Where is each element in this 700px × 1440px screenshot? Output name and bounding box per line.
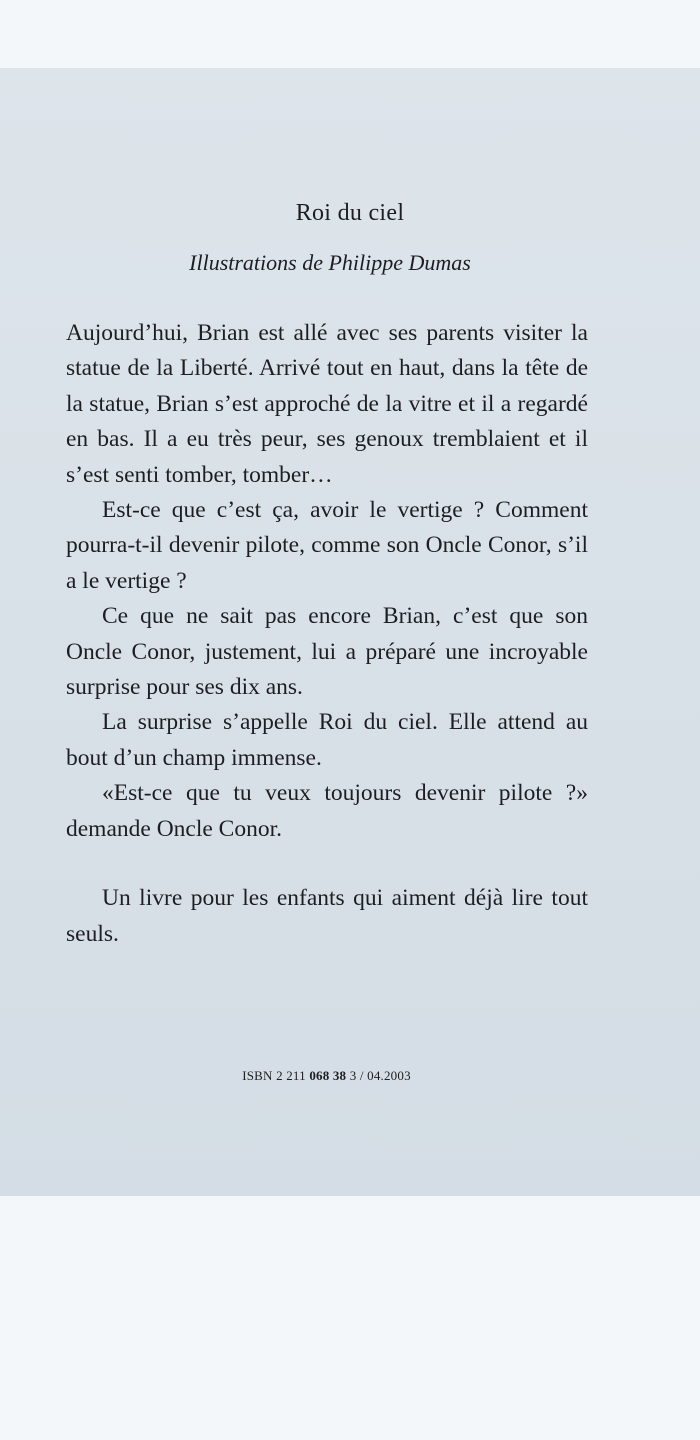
isbn-prefix: ISBN 2 211 — [242, 1068, 306, 1083]
paragraph: Est-ce que c’est ça, avoir le vertige ? Comment pourra-t-il devenir pilote, comme son Oncle Conor, s’il a le vertige ? — [66, 497, 588, 594]
reader-age-blurb: Un livre pour les enfants qui aiment déjà lire tout seuls. — [66, 885, 588, 947]
summary-text — [66, 316, 588, 952]
isbn-suffix: 3 / 04.2003 — [349, 1068, 411, 1083]
back-cover-page — [0, 68, 700, 1196]
book-title: Roi du ciel — [295, 200, 405, 226]
paragraph: Ce que ne sait pas encore Brian, c’est que son Oncle Conor, justement, lui a préparé une incroyable surprise pour ses dix ans. — [66, 603, 588, 701]
paragraph: «Est-ce que tu veux toujours devenir pilote ?» demande Oncle Conor. — [66, 780, 588, 842]
isbn-line — [0, 1068, 653, 1084]
paragraph: Aujourd’hui, Brian est allé avec ses parents visiter la statue de la Liberté. Arrivé tout en haut, dans la tête de la statue, Brian s’est approché de la vitre et il a regardé en bas. Il a eu très peur, ses genoux tremblaient et il s’est senti tomber, tomber… — [66, 320, 588, 488]
isbn-bold-part: 068 38 — [309, 1068, 347, 1083]
paragraph: La surprise s’appelle Roi du ciel. Elle attend au bout d’un champ immense. — [66, 709, 588, 771]
illustrator-credit: Illustrations de Philippe Dumas — [189, 250, 471, 275]
